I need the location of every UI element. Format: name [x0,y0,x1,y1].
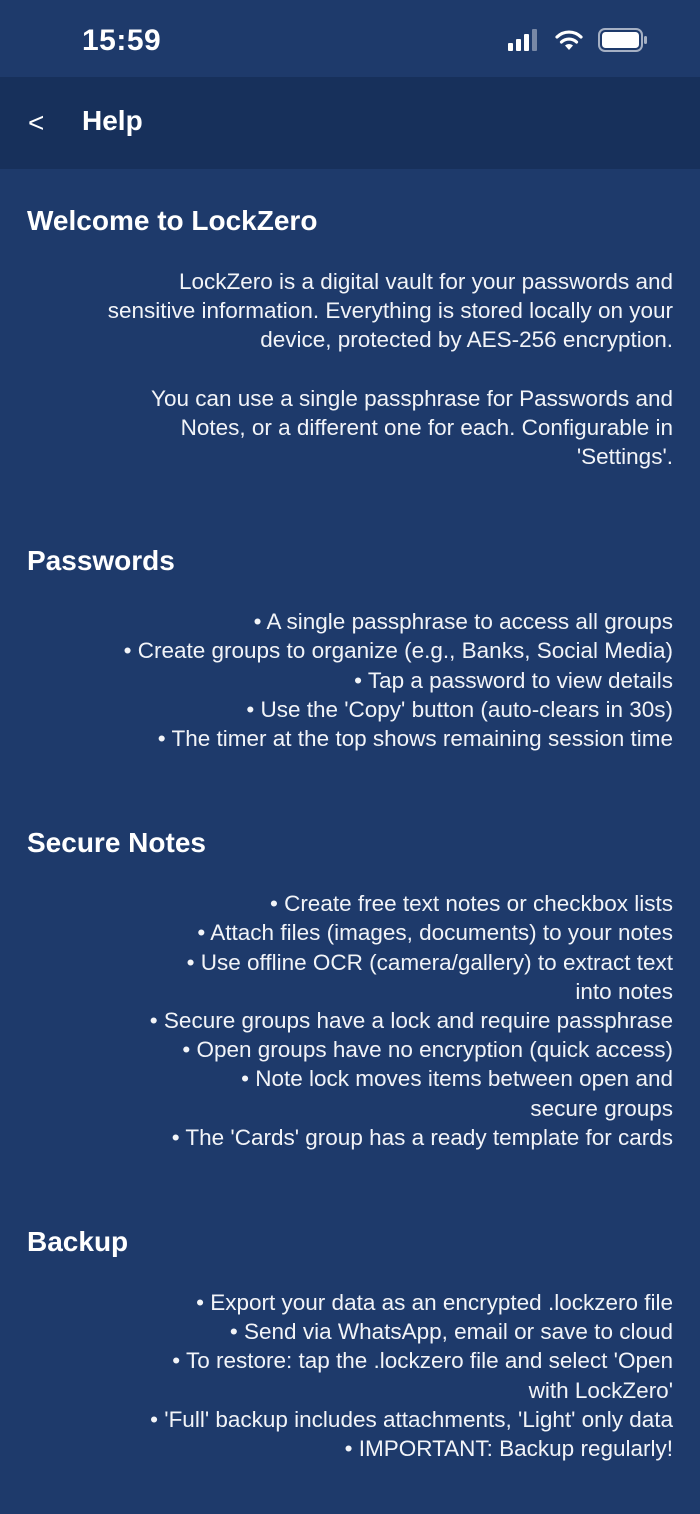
welcome-section [27,169,673,471]
list-item: • The 'Cards' group has a ready template for cards [171,1124,673,1150]
secure-notes-title: Secure Notes [27,827,206,859]
passwords-list [27,607,673,753]
backup-title: Backup [27,1226,129,1258]
passwords-section [27,471,673,753]
list-item: • Note lock moves items between open and [241,1066,673,1092]
nav-bar [0,77,700,169]
list-item: • Export your data as an encrypted .lockzero file [196,1290,673,1316]
text-line: device, protected by AES-256 encryption. [260,327,673,353]
list-item: • 'Full' backup includes attachments, 'Light' only data [150,1406,673,1432]
help-content[interactable] [27,169,673,1463]
list-item: • Send via WhatsApp, email or save to cloud [229,1319,673,1345]
list-item: secure groups [530,1095,673,1121]
list-item: with LockZero' [528,1377,673,1403]
list-item: • The timer at the top shows remaining session time [157,726,673,752]
backup-list [27,1288,673,1463]
secure-notes-section [27,753,673,1152]
status-time: 15:59 [82,24,162,57]
text-line: LockZero is a digital vault for your passwords and [179,269,673,294]
text-line: Notes, or a different one for each. Configurable in [180,414,673,440]
list-item: • A single passphrase to access all groups [253,609,673,635]
text-line: You can use a single passphrase for Passwords and [151,385,673,411]
welcome-paragraph-2 [27,384,673,472]
list-item: • IMPORTANT: Backup regularly! [344,1436,673,1462]
status-bar [0,0,700,77]
page-title: Help [82,105,143,136]
text-line: 'Settings'. [576,444,673,470]
cellular-signal-icon [508,29,540,56]
list-item: • Create groups to organize (e.g., Banks, Social Media) [123,638,673,664]
list-item: • Tap a password to view details [354,667,673,693]
list-item: • Attach files (images, documents) to your notes [197,920,673,946]
status-icons [508,28,648,56]
text-line: sensitive information. Everything is stored locally on your [107,298,673,324]
list-item: into notes [575,978,673,1004]
backup-section [27,1152,673,1463]
secure-notes-list [27,889,673,1152]
list-item: • To restore: tap the .lockzero file and select 'Open [172,1348,673,1374]
wifi-icon [554,29,584,56]
list-item: • Use offline OCR (camera/gallery) to extract text [186,949,673,975]
list-item: • Secure groups have a lock and require passphrase [149,1008,673,1034]
welcome-paragraph-1 [27,267,673,355]
passwords-title: Passwords [27,545,175,577]
welcome-title: Welcome to LockZero [27,205,318,236]
battery-icon [598,28,648,57]
list-item: • Use the 'Copy' button (auto-clears in 30s) [246,696,673,722]
back-button[interactable]: < [28,107,45,138]
list-item: • Create free text notes or checkbox lists [269,891,673,917]
list-item: • Open groups have no encryption (quick access) [182,1037,673,1063]
